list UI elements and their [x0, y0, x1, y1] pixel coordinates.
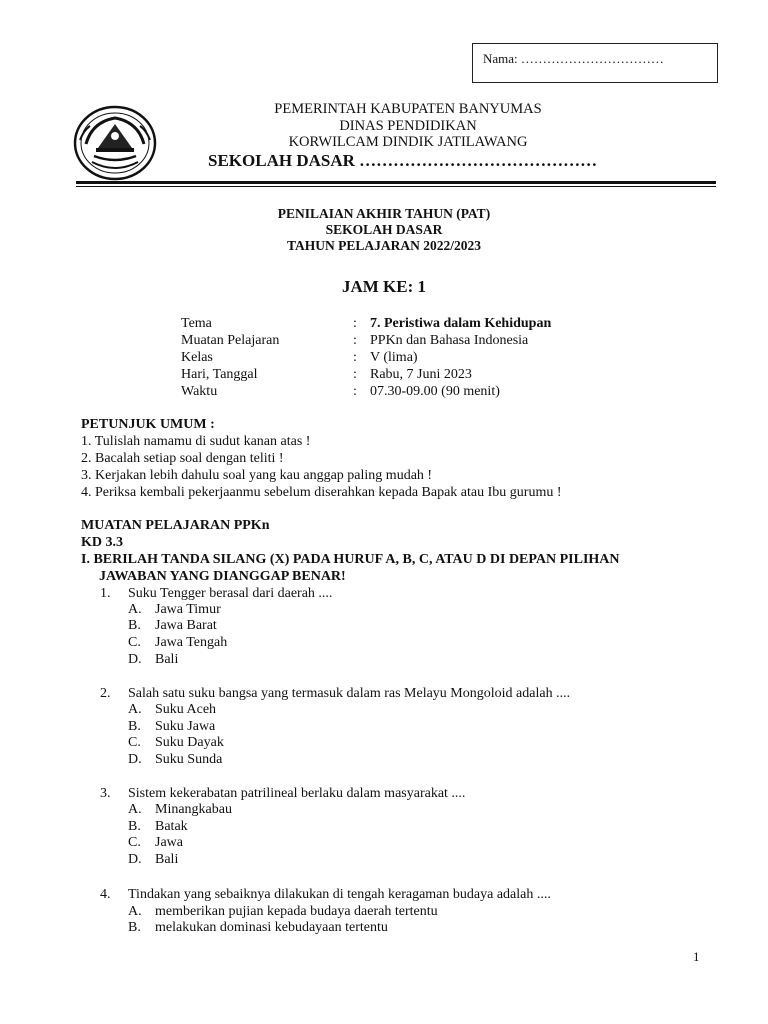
option-text: Suku Aceh: [155, 702, 217, 717]
option-letter[interactable]: D.: [128, 652, 142, 667]
exam-title: [184, 206, 584, 254]
option-letter[interactable]: A.: [128, 602, 142, 617]
question-text: Suku Tengger berasal dari daerah ....: [128, 586, 333, 601]
question-number: 2.: [100, 686, 111, 701]
info-value: V (lima): [370, 350, 418, 365]
school-name: SEKOLAH DASAR ……………………………………: [208, 151, 598, 170]
info-colon: :: [353, 350, 357, 365]
option-letter[interactable]: D.: [128, 752, 142, 767]
exam-title-line-2: SEKOLAH DASAR: [325, 222, 443, 237]
name-label: Nama: [483, 51, 515, 66]
option-text: Jawa: [155, 835, 183, 850]
question-text: Tindakan yang sebaiknya dilakukan di tengah keragaman budaya adalah ....: [128, 887, 551, 902]
question-3: [0, 785, 768, 870]
option-letter[interactable]: D.: [128, 852, 142, 867]
question-number: 1.: [100, 586, 111, 601]
instruction-item: 4. Periksa kembali pekerjaanmu sebelum diserahkan kepada Bapak atau Ibu gurumu !: [81, 485, 562, 500]
info-label: Muatan Pelajaran: [181, 333, 280, 348]
option-letter[interactable]: A.: [128, 702, 142, 717]
option-text: Batak: [155, 819, 188, 834]
section-header: [81, 517, 620, 585]
name-box[interactable]: [472, 43, 718, 83]
info-value: 7. Peristiwa dalam Kehidupan: [370, 316, 552, 331]
info-colon: :: [353, 384, 357, 399]
page-number: 1: [693, 949, 700, 964]
question-4: [0, 886, 768, 938]
option-letter[interactable]: C.: [128, 735, 141, 750]
option-letter[interactable]: B.: [128, 920, 141, 935]
info-label: Waktu: [181, 384, 218, 399]
option-letter[interactable]: B.: [128, 618, 141, 633]
letterhead: [168, 101, 648, 151]
exam-title-line-1: PENILAIAN AKHIR TAHUN (PAT): [277, 206, 491, 221]
question-number: 3.: [100, 786, 111, 801]
question-text: Salah satu suku bangsa yang termasuk dalam ras Melayu Mongoloid adalah ....: [128, 686, 571, 701]
info-colon: :: [353, 367, 357, 382]
info-label: Kelas: [181, 350, 213, 365]
option-text: Jawa Tengah: [155, 635, 228, 650]
instruction-item: 2. Bacalah setiap soal dengan teliti !: [81, 451, 284, 466]
info-label: Hari, Tanggal: [181, 367, 258, 382]
question-2: [0, 685, 768, 770]
option-text: melakukan dominasi kebudayaan tertentu: [155, 920, 388, 935]
exam-title-line-3: TAHUN PELAJARAN 2022/2023: [286, 238, 481, 253]
option-letter[interactable]: C.: [128, 635, 141, 650]
option-text: Suku Jawa: [155, 719, 216, 734]
letterhead-line-1: PEMERINTAH KABUPATEN BANYUMAS: [274, 101, 542, 117]
option-text: Bali: [155, 852, 179, 867]
info-colon: :: [353, 316, 357, 331]
instruction-line-1: I. BERILAH TANDA SILANG (X) PADA HURUF A, B, C, ATAU D DI DEPAN PILIHAN: [81, 552, 620, 567]
letterhead-line-3: KORWILCAM DINDIK JATILAWANG: [288, 134, 528, 150]
info-value: Rabu, 7 Juni 2023: [370, 367, 472, 382]
option-text: Jawa Barat: [155, 618, 217, 633]
header-divider-thick: [76, 181, 716, 184]
instruction-item: 1. Tulislah namamu di sudut kanan atas !: [81, 434, 311, 449]
option-text: Suku Dayak: [155, 735, 224, 750]
option-letter[interactable]: A.: [128, 802, 142, 817]
letterhead-line-2: DINAS PENDIDIKAN: [339, 117, 477, 134]
option-text: Bali: [155, 652, 179, 667]
kd-heading: KD 3.3: [81, 535, 123, 550]
banyumas-emblem-icon: [72, 104, 158, 182]
general-instructions: [81, 416, 562, 501]
option-text: Jawa Timur: [155, 602, 221, 617]
question-1: [0, 585, 768, 670]
question-number: 4.: [100, 887, 111, 902]
instruction-item: 3. Kerjakan lebih dahulu soal yang kau anggap paling mudah !: [81, 468, 433, 483]
option-text: memberikan pujian kepada budaya daerah tertentu: [155, 904, 438, 919]
option-text: Minangkabau: [155, 802, 232, 817]
option-letter[interactable]: C.: [128, 835, 141, 850]
option-letter[interactable]: A.: [128, 904, 142, 919]
option-letter[interactable]: B.: [128, 819, 141, 834]
instructions-heading: PETUNJUK UMUM :: [81, 417, 215, 432]
info-value: 07.30-09.00 (90 menit): [370, 384, 500, 399]
option-text: Suku Sunda: [155, 752, 223, 767]
instruction-line-2: JAWABAN YANG DIANGGAP BENAR!: [99, 569, 346, 584]
question-text: Sistem kekerabatan patrilineal berlaku dalam masyarakat ....: [128, 786, 466, 801]
info-colon: :: [353, 333, 357, 348]
name-dots: : ……………………………: [514, 51, 664, 66]
info-label: Tema: [181, 316, 212, 331]
session-label: JAM KE: 1: [341, 277, 427, 296]
subject-heading: MUATAN PELAJARAN PPKn: [81, 518, 270, 533]
option-letter[interactable]: B.: [128, 719, 141, 734]
header-divider-thin: [76, 186, 716, 187]
info-value: PPKn dan Bahasa Indonesia: [370, 333, 529, 348]
